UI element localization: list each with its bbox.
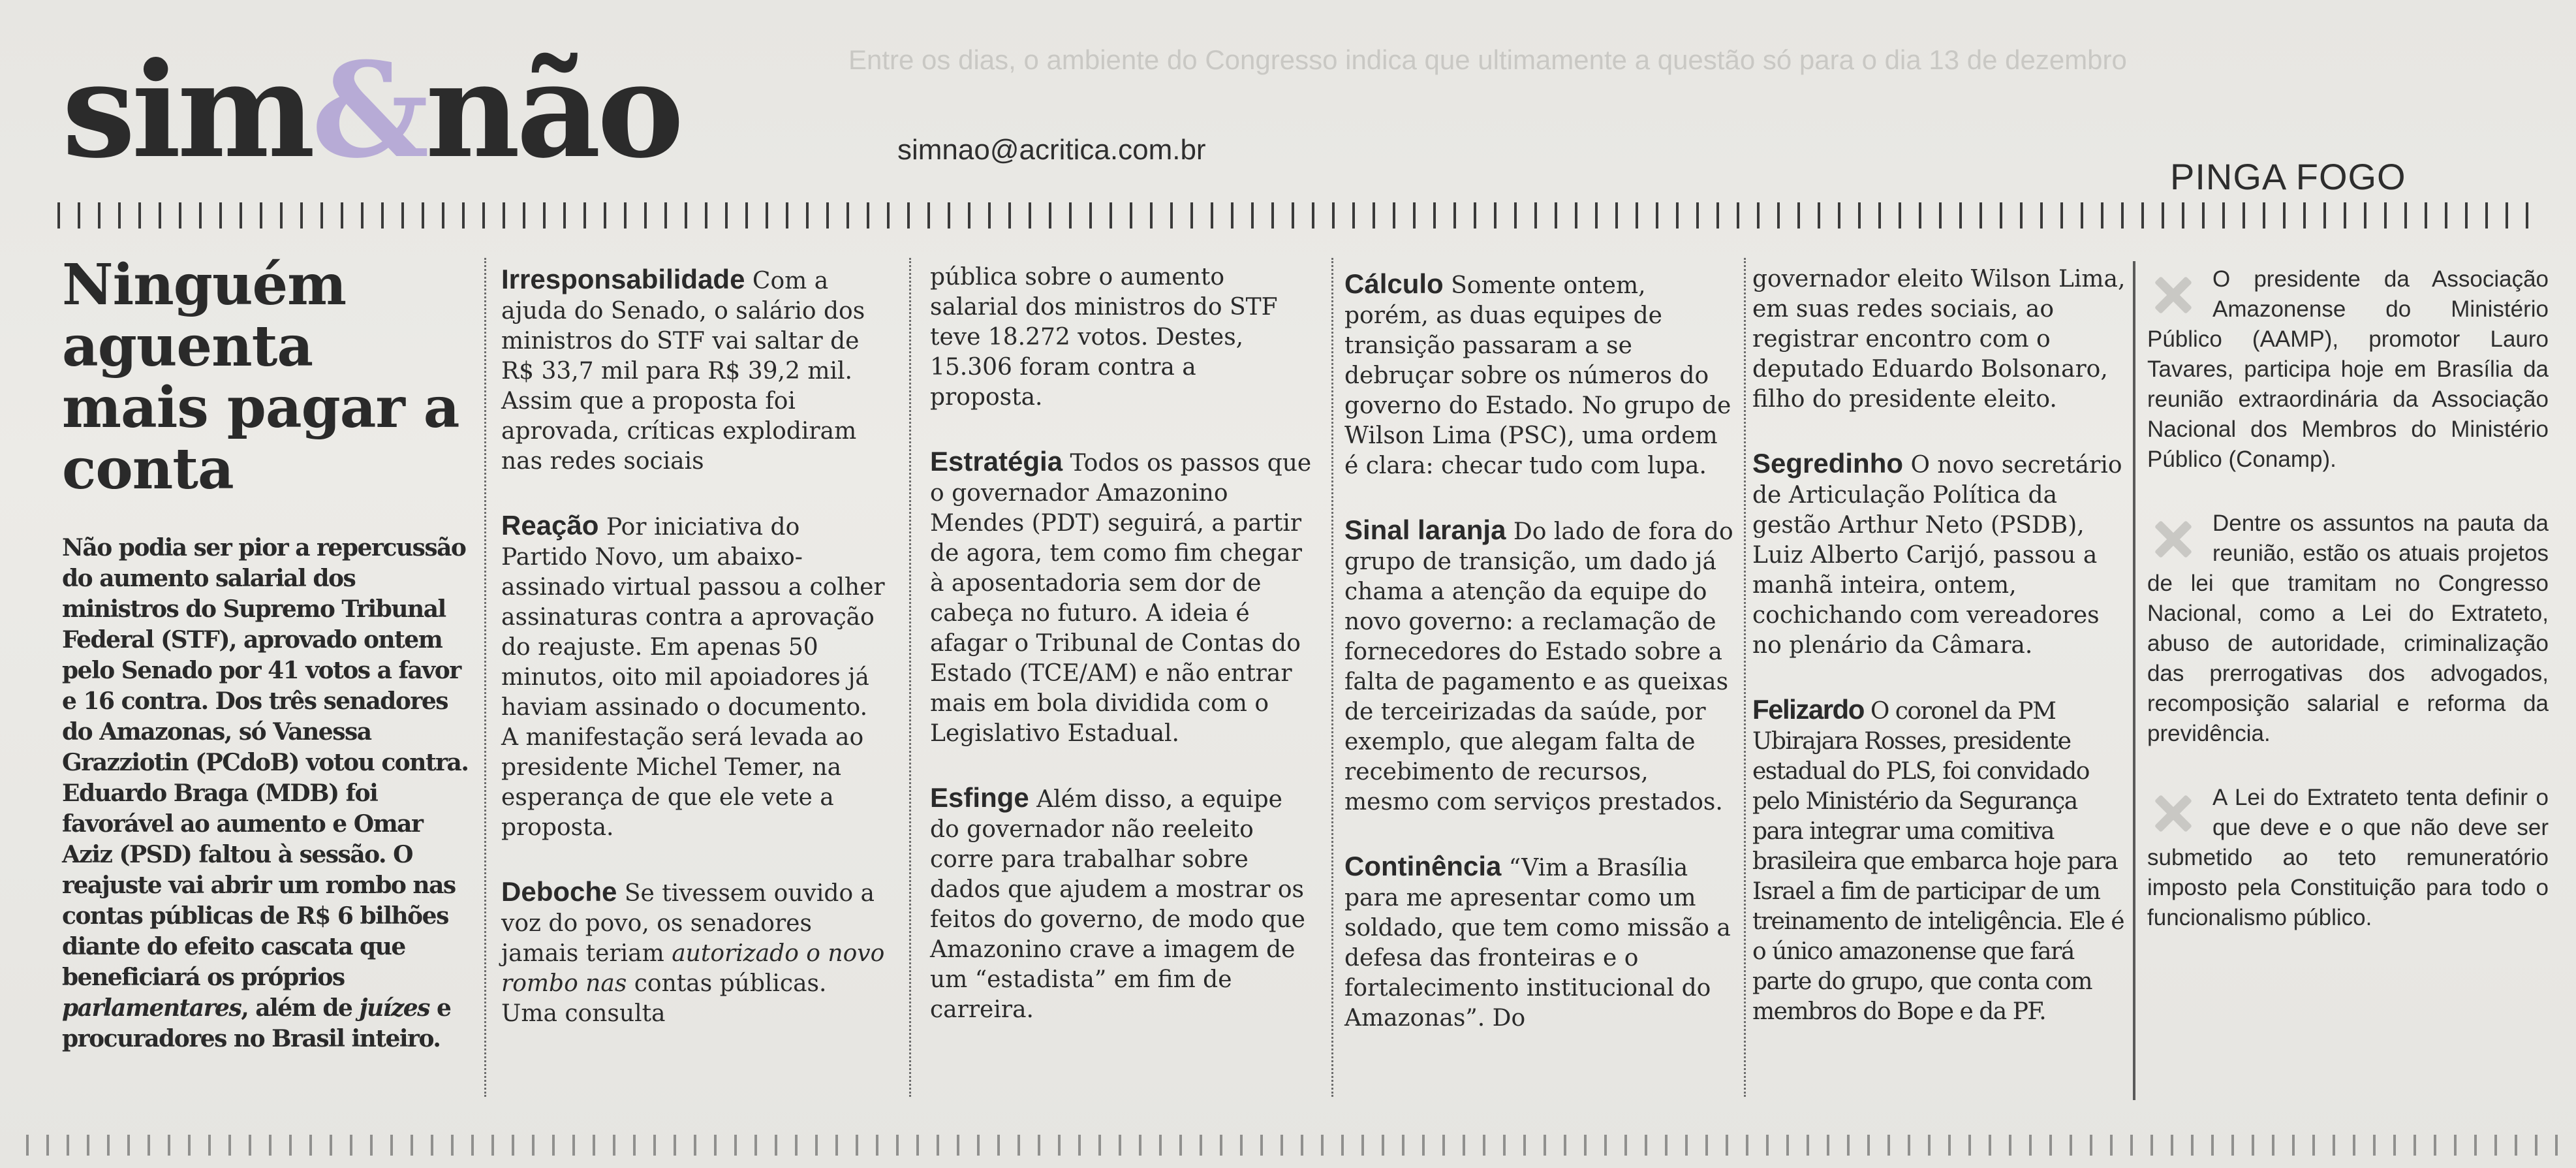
note-continencia: Continência “Vim a Brasília para me apresentar como um soldado, que tem como missão a defesa das fronteiras e o fortalecimento institucional do Amazonas”. Do: [1344, 851, 1731, 1032]
column-lead: [62, 252, 470, 1054]
column-divider: [1744, 258, 1746, 1097]
section-title-pinga-fogo: PINGA FOGO: [2170, 156, 2406, 197]
column-3: [930, 262, 1315, 1059]
bleed-through-text: Entre os dias, o ambiente do Congresso indica que ultimamente a questão só para o dia 13 de dezembro: [848, 44, 2127, 75]
lead-paragraph: Não podia ser pior a repercussão do aumento salarial dos ministros do Supremo Tribunal Federal (STF), aprovado ontem pelo Senado por 41 votos a favor e 16 contra. Dos três senadores do Amazonas, só Vanessa Grazziotin (PCdoB) votou contra. Eduardo Braga (MDB) foi favorável ao aumento e Omar Aziz (PSD) faltou à sessão. O reajuste vai abrir um rombo nas contas públicas de R$ 6 bilhões diante do efeito cascata que beneficiará os próprios parlamentares, além de juízes e procuradores no Brasil inteiro.: [62, 534, 469, 1052]
column-divider: [1331, 258, 1333, 1097]
column-masthead: [62, 34, 681, 187]
article-headline: Ninguém aguenta mais pagar a conta: [62, 252, 459, 502]
column-5: [1752, 264, 2131, 1061]
column-divider: [484, 258, 486, 1097]
pinga-fogo-item: Dentre os assuntos na pauta da reunião, estão os atuais projetos de lei que tramitam no Congresso Nacional, como a Lei do Extrateto, abuso de autoridade, criminalização das prerrogativas dos advogados, recomposição salarial e reforma da previdência.: [2147, 511, 2549, 746]
note-estrategia: Estratégia Todos os passos que o governador Amazonino Mendes (PDT) seguirá, a partir de agora, tem como fim chegar à aposentadoria sem dor de cabeça no futuro. A ideia é afagar o Tribunal de Contas do Estado (TCE/AM) e não entrar mais em bola dividida com o Legislativo Estadual.: [930, 446, 1312, 747]
note-sinal-laranja: Sinal laranja Do lado de fora do grupo de transição, um dado já chama a atenção da equipe do novo governo: a reclamação de fornecedores do Estado sobre a falta de pagamento e as queixas de terceirizadas da saúde, por exemplo, que alegam falta de recebimento de recursos, mesmo com serviços prestados.: [1344, 514, 1733, 815]
masthead-nao: não: [425, 34, 681, 187]
column-2: [501, 264, 886, 1063]
x-mark-icon: [2147, 268, 2199, 321]
note-reacao: Reação Por iniciativa do Partido Novo, um abaixo-assinado virtual passou a colher assinaturas contra a aprovação do reajuste. Em apenas 50 minutos, oito mil apoiadores já haviam assinado o documento. A manifestação será levada ao presidente Michel Temer, na esperança de que ele vete a proposta.: [501, 510, 885, 841]
note-irresponsabilidade: Irresponsabilidade Com a ajuda do Senado, o salário dos ministros do STF vai saltar de R$ 33,7 mil para R$ 39,2 mil. Assim que a proposta foi aprovada, críticas explodiram nas redes sociais: [501, 264, 865, 475]
masthead-ampersand: &: [311, 34, 426, 187]
tick-rule-top: [57, 202, 2545, 229]
column-4: [1344, 269, 1736, 1067]
note-esfinge: Esfinge Além disso, a equipe do governador não reeleito corre para trabalhar sobre dados que ajudem a mostrar os feitos do governo, de modo que Amazonino crave a imagem de um “estadista” em fim de carreira.: [930, 782, 1305, 1023]
x-mark-icon: [2147, 787, 2199, 839]
column-divider: [909, 258, 911, 1097]
tick-rule-bottom: [26, 1135, 2558, 1156]
note-deboche: Deboche Se tivessem ouvido a voz do povo, os senadores jamais teriam autorizado o novo rombo nas contas públicas. Uma consulta: [501, 876, 885, 1027]
pinga-fogo-item: O presidente da Associação Amazonense do Ministério Público (AAMP), promotor Lauro Tavares, participa hoje em Brasília da reunião extraordinária da Associação Nacional dos Membros do Ministério Público (Conamp).: [2147, 266, 2549, 472]
column-email: simnao@acritica.com.br: [897, 134, 1206, 166]
pinga-fogo-item: A Lei do Extrateto tenta definir o que deve e o que não deve ser submetido ao teto remuneratório imposto pela Constituição para todo o funcionalismo público.: [2147, 785, 2549, 930]
note-segredinho: Segredinho O novo secretário de Articulação Política da gestão Arthur Neto (PSDB), Luiz Alberto Carijó, passou a manhã inteira, ontem, cochichando com vereadores no plenário da Câmara.: [1752, 448, 2122, 659]
note-continuation: governador eleito Wilson Lima, em suas redes sociais, ao registrar encontro com o deputado Eduardo Bolsonaro, filho do presidente eleito.: [1752, 266, 2126, 413]
section-divider: [2133, 261, 2135, 1100]
note-calculo: Cálculo Somente ontem, porém, as duas equipes de transição passaram a se debruçar sobre os números do governo do Estado. No grupo de Wilson Lima (PSC), uma ordem é clara: checar tudo com lupa.: [1344, 268, 1731, 479]
note-continuation: pública sobre o aumento salarial dos ministros do STF teve 18.272 votos. Destes, 15.306 foram contra a proposta.: [930, 264, 1278, 411]
pinga-fogo-column: [2147, 264, 2549, 967]
masthead-sim: sim: [62, 34, 312, 187]
note-felizardo: Felizardo O coronel da PM Ubirajara Rosses, presidente estadual do PLS, foi convidado pelo Ministério da Segurança para integrar uma comitiva brasileira que embarca hoje para Israel a fim de participar de um treinamento de inteligência. Ele é o único amazonense que fará parte do grupo, que conta com membros do Bope e da PF.: [1752, 694, 2124, 1025]
x-mark-icon: [2147, 513, 2199, 565]
